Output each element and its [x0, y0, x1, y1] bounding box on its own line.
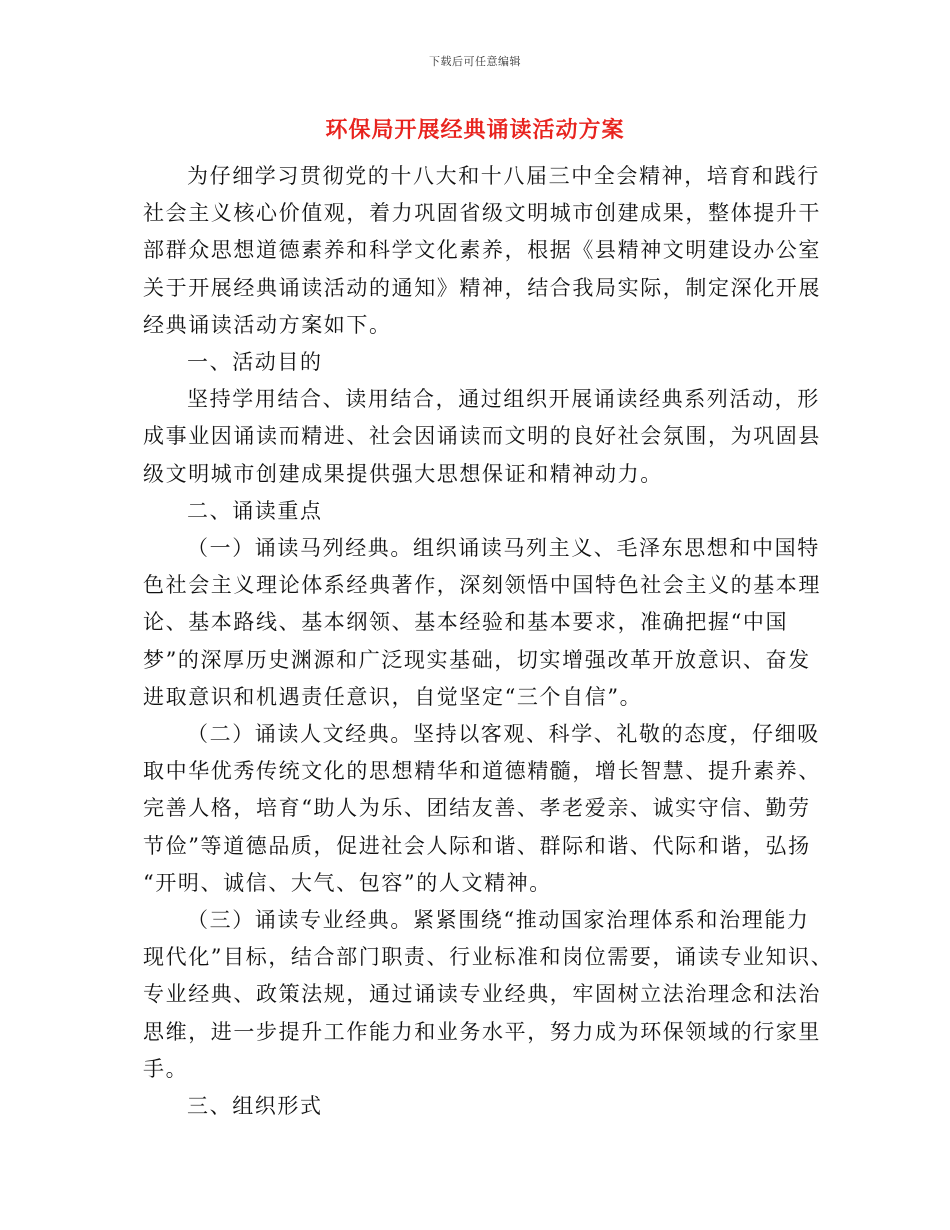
section-heading-3: [143, 1088, 807, 1125]
document-title: 环保局开展经典诵读活动方案: [325, 117, 625, 143]
text-line: 成事业因诵读而精进、社会因诵读而文明的良好社会氛围，为巩固县: [143, 424, 821, 449]
text-line: 完善人格，培育“助人为乐、团结友善、孝老爱亲、诚实守信、勤劳: [143, 796, 811, 821]
text-line: 部群众思想道德素养和科学文化素养，根据《县精神文明建设办公室: [143, 238, 821, 263]
text-line: “开明、诚信、大气、包容”的人文精神。: [143, 870, 552, 895]
text-line: 为仔细学习贯彻党的十八大和十八届三中全会精神，培育和践行: [187, 164, 820, 188]
text-line: 二、诵读重点: [187, 498, 323, 523]
paragraph-professional-classics: [143, 902, 834, 1088]
section-heading-2: [143, 493, 807, 530]
text-line: 关于开展经典诵读活动的通知》精神，结合我局实际，制定深化开展: [143, 275, 821, 300]
text-line: 社会主义核心价值观，着力巩固省级文明城市创建成果，整体提升干: [143, 201, 821, 226]
text-line: 现代化”目标，结合部门职责、行业标准和岗位需要，诵读专业知识、: [143, 945, 834, 970]
text-line: 坚持学用结合、读用结合，通过组织开展诵读经典系列活动，形: [187, 387, 820, 412]
section-heading-1: [143, 344, 807, 381]
text-line: 节俭”等道德品质，促进社会人际和谐、群际和谐、代际和谐，弘扬: [143, 833, 811, 858]
text-line: （三）诵读专业经典。紧紧围绕“推动国家治理体系和治理能力: [187, 908, 810, 933]
paragraph-humanities-classics: [143, 716, 821, 902]
text-line: 级文明城市创建成果提供强大思想保证和精神动力。: [143, 461, 663, 486]
text-line: （二）诵读人文经典。坚持以客观、科学、礼敬的态度，仔细吸: [187, 722, 820, 747]
text-line: 取中华优秀传统文化的思想精华和道德精髓，增长智慧、提升素养、: [143, 759, 821, 784]
paragraph-marxist-classics: [143, 530, 821, 716]
text-line: 色社会主义理论体系经典著作，深刻领悟中国特色社会主义的基本理: [143, 573, 821, 598]
header-note: 下载后可任意编辑: [429, 55, 521, 68]
text-line: 论、基本路线、基本纲领、基本经验和基本要求，准确把握“中国: [143, 610, 789, 635]
text-line: 三、组织形式: [187, 1094, 323, 1119]
text-line: 专业经典、政策法规，通过诵读专业经典，牢固树立法治理念和法治: [143, 982, 821, 1007]
text-line: 梦”的深厚历史渊源和广泛现实基础，切实增强改革开放意识、奋发: [143, 647, 811, 672]
text-line: 进取意识和机遇责任意识，自觉坚定“三个自信”。: [143, 684, 643, 709]
text-line: 思维，进一步提升工作能力和业务水平，努力成为环保领域的行家里: [143, 1019, 821, 1044]
paragraph-intro: [143, 158, 821, 344]
text-line: 一、活动目的: [187, 350, 323, 375]
document-body: [143, 158, 834, 1125]
paragraph-purpose: [143, 381, 821, 493]
text-line: 经典诵读活动方案如下。: [143, 312, 392, 337]
text-line: （一）诵读马列经典。组织诵读马列主义、毛泽东思想和中国特: [187, 536, 820, 561]
text-line: 手。: [143, 1056, 189, 1081]
